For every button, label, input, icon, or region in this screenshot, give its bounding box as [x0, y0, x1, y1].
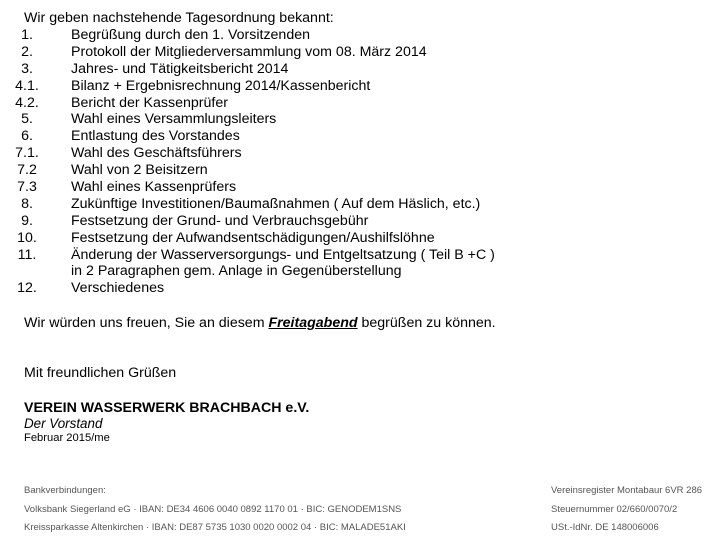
- agenda-item-line: Wahl eines Versammlungsleiters: [71, 111, 277, 128]
- agenda-item-text: [71, 247, 495, 281]
- agenda-item-line: Wahl des Geschäftsführers: [71, 145, 242, 162]
- agenda-item-number: 1.: [21, 27, 33, 43]
- emphasis-friday-evening: Freitagabend: [268, 315, 358, 331]
- organization-name: VEREIN WASSERWERK BRACHBACH e.V.: [24, 400, 310, 416]
- agenda-item-text: [71, 95, 228, 112]
- greeting: Mit freundlichen Grüßen: [24, 365, 177, 381]
- closing-text-after: begrüßen zu können.: [357, 315, 496, 331]
- agenda-item-line: Änderung der Wasserversorgungs- und Entgeltsatzung ( Teil B +C ): [71, 246, 495, 263]
- footer-register: Vereinsregister Montabaur 6VR 286: [551, 485, 703, 496]
- agenda-item-text: [71, 78, 370, 95]
- agenda-item-number: 4.2.: [15, 94, 39, 111]
- agenda-item-number: 6.: [21, 128, 33, 145]
- agenda-item-line: Jahres- und Tätigkeitsbericht 2014: [71, 60, 289, 77]
- footer-registry-details: [551, 485, 702, 541]
- agenda-item-number: 4.1.: [15, 77, 39, 94]
- agenda-item-number: 2.: [21, 43, 33, 60]
- agenda-item-text: [71, 280, 164, 297]
- agenda-item-number: 9.: [21, 212, 33, 229]
- board-signature: Der Vorstand: [24, 416, 103, 431]
- footer-vat-id: USt.-IdNr. DE 148006006: [551, 522, 659, 533]
- agenda-item-text: [71, 145, 242, 162]
- agenda-item-line: Wahl eines Kassenprüfers: [71, 179, 237, 196]
- footer-bank-details: [24, 485, 406, 541]
- agenda-item-number: 7.3: [17, 179, 37, 196]
- closing-sentence: [24, 315, 496, 332]
- agenda-item-text: [71, 128, 240, 145]
- agenda-item-line: Verschiedenes: [71, 280, 165, 297]
- agenda-item-line: Bilanz + Ergebnisrechnung 2014/Kassenbericht: [71, 77, 371, 94]
- agenda-item-number: 12.: [17, 280, 37, 297]
- agenda-item-line: Protokoll der Mitgliederversammlung vom 08. März 2014: [71, 43, 427, 60]
- footer-bank-kreissparkasse: Kreissparkasse Altenkirchen · IBAN: DE87 5735 1030 0020 0002 04 · BIC: MALADE51AKI: [24, 522, 406, 533]
- closing-text-before: Wir würden uns freuen, Sie an diesem: [24, 315, 269, 331]
- agenda-item-text: [71, 230, 435, 247]
- agenda-item-line: in 2 Paragraphen gem. Anlage in Gegenüberstellung: [71, 263, 402, 280]
- agenda-intro: Wir geben nachstehende Tagesordnung bekannt:: [24, 10, 334, 26]
- agenda-item-line: Bericht der Kassenprüfer: [71, 94, 228, 111]
- agenda-item-text: [71, 111, 276, 128]
- agenda-item-line: Entlastung des Vorstandes: [71, 128, 240, 145]
- agenda-item-number: 8.: [21, 195, 33, 212]
- agenda-item-line: Festsetzung der Grund- und Verbrauchsgebühr: [71, 212, 369, 229]
- agenda-item-line: Begrüßung durch den 1. Vorsitzenden: [71, 27, 310, 43]
- agenda-item-text: [71, 44, 427, 61]
- agenda-item-number: 3.: [21, 60, 33, 77]
- footer-bank-heading: Bankverbindungen:: [24, 485, 106, 496]
- agenda-item-line: Zukünftige Investitionen/Baumaßnahmen ( Auf dem Häslich, etc.): [71, 195, 481, 212]
- agenda-item-number: 11.: [17, 246, 37, 263]
- agenda-item-number: 7.1.: [15, 145, 39, 162]
- agenda-item-text: [71, 213, 368, 230]
- agenda-item-line: Wahl von 2 Beisitzern: [71, 162, 208, 179]
- agenda-item-line: Festsetzung der Aufwandsentschädigungen/Aushilfslöhne: [71, 229, 435, 246]
- agenda-item-text: [71, 162, 208, 179]
- agenda-item-text: [71, 27, 310, 44]
- footer-bank-volksbank: Volksbank Siegerland eG · IBAN: DE34 4606 0040 0892 1170 01 · BIC: GENODEM1SNS: [24, 503, 402, 515]
- agenda-item-number: 5.: [21, 111, 33, 128]
- agenda-item-text: [71, 179, 236, 196]
- agenda-item-text: [71, 196, 480, 213]
- agenda-item-text: [71, 61, 288, 78]
- agenda-item-number: 10.: [17, 229, 37, 246]
- date-reference: Februar 2015/me: [24, 432, 110, 444]
- agenda-item-number: 7.2: [17, 162, 37, 179]
- footer-tax-number: Steuernummer 02/660/0070/2: [551, 503, 678, 515]
